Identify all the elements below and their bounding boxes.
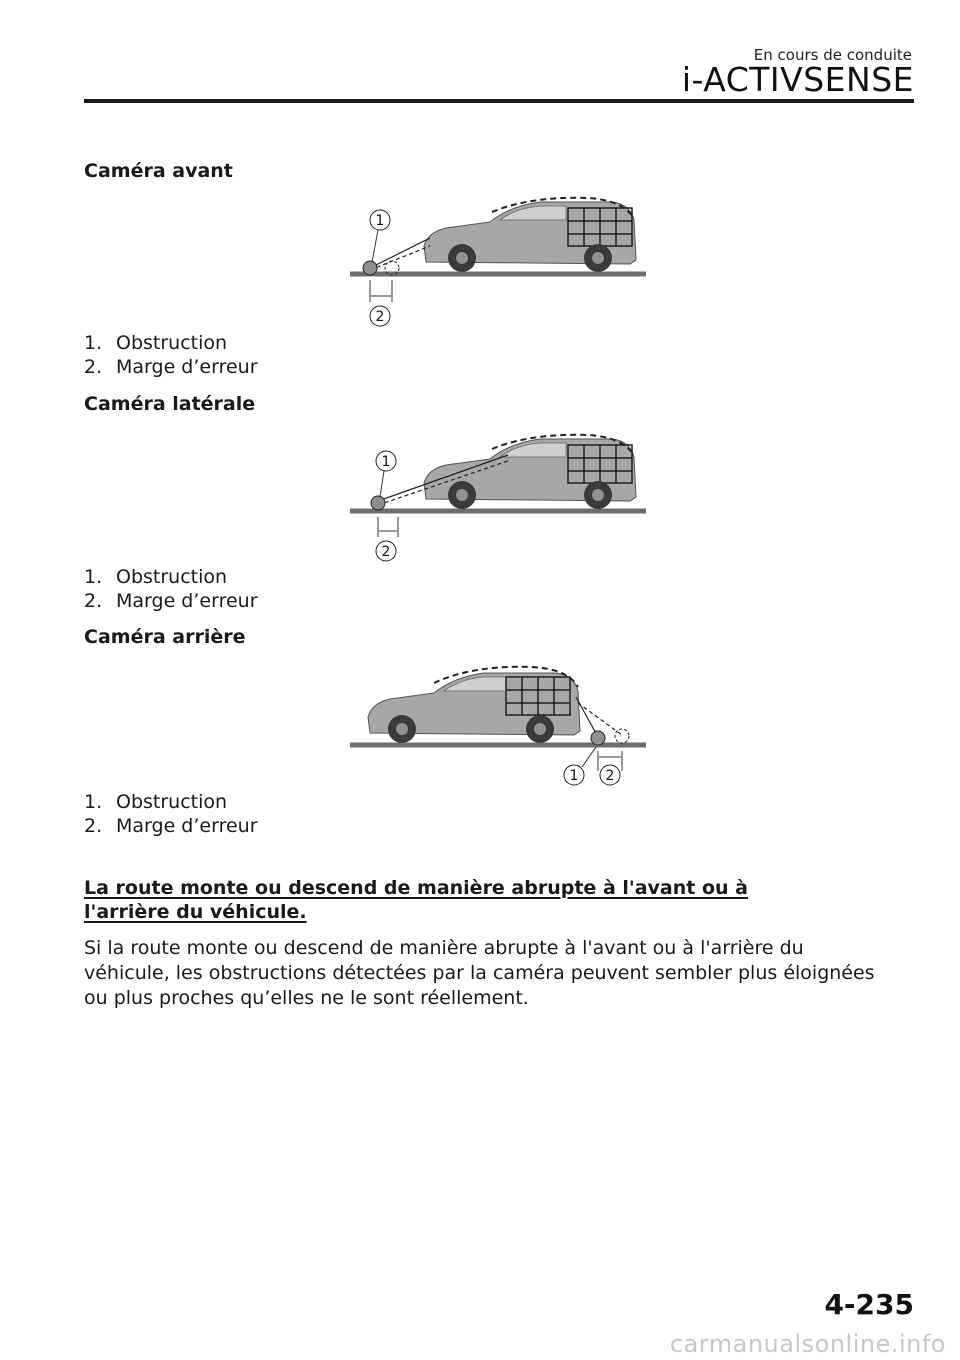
- legend-item: 2. Marge d’erreur: [84, 356, 258, 378]
- section-title-front-camera: Caméra avant: [84, 160, 233, 182]
- legend-item: 2. Marge d’erreur: [84, 815, 258, 837]
- legend-item: 1. Obstruction: [84, 566, 228, 588]
- rear-camera-legend: [84, 790, 258, 838]
- callout-2-label: 2: [381, 544, 391, 560]
- callout-1-label: 1: [569, 768, 579, 784]
- side-camera-diagram: [340, 425, 660, 565]
- header-title: i-ACTIVSENSE: [681, 60, 914, 99]
- callout-2-label: 2: [605, 768, 615, 784]
- road-slope-paragraph: Si la route monte ou descend de manière abrupte à l'avant ou à l'arrière du véhicule, les obstructions détectées par la caméra peuvent sembler plus éloignées ou plus proches qu’elles ne le sont réellement.: [84, 937, 875, 1009]
- section-title-side-camera: Caméra latérale: [84, 393, 256, 415]
- header-section-label: En cours de conduite: [753, 46, 912, 64]
- watermark: carmanualsonline.info: [669, 1330, 946, 1358]
- legend-item: 1. Obstruction: [84, 332, 228, 354]
- page-number: 4-235: [824, 1288, 914, 1321]
- callout-1-label: 1: [375, 213, 385, 229]
- header-divider: [84, 99, 914, 103]
- rear-camera-diagram: [340, 655, 660, 795]
- front-camera-legend: [84, 331, 258, 379]
- front-camera-diagram: [340, 190, 660, 330]
- side-camera-legend: [84, 565, 258, 613]
- callout-2-label: 2: [375, 309, 385, 325]
- legend-item: 1. Obstruction: [84, 791, 228, 813]
- legend-item: 2. Marge d’erreur: [84, 590, 258, 612]
- section-title-rear-camera: Caméra arrière: [84, 626, 246, 648]
- road-slope-heading: La route monte ou descend de manière abrupte à l'avant ou à l'arrière du véhicule.: [84, 877, 748, 923]
- callout-1-label: 1: [381, 454, 391, 470]
